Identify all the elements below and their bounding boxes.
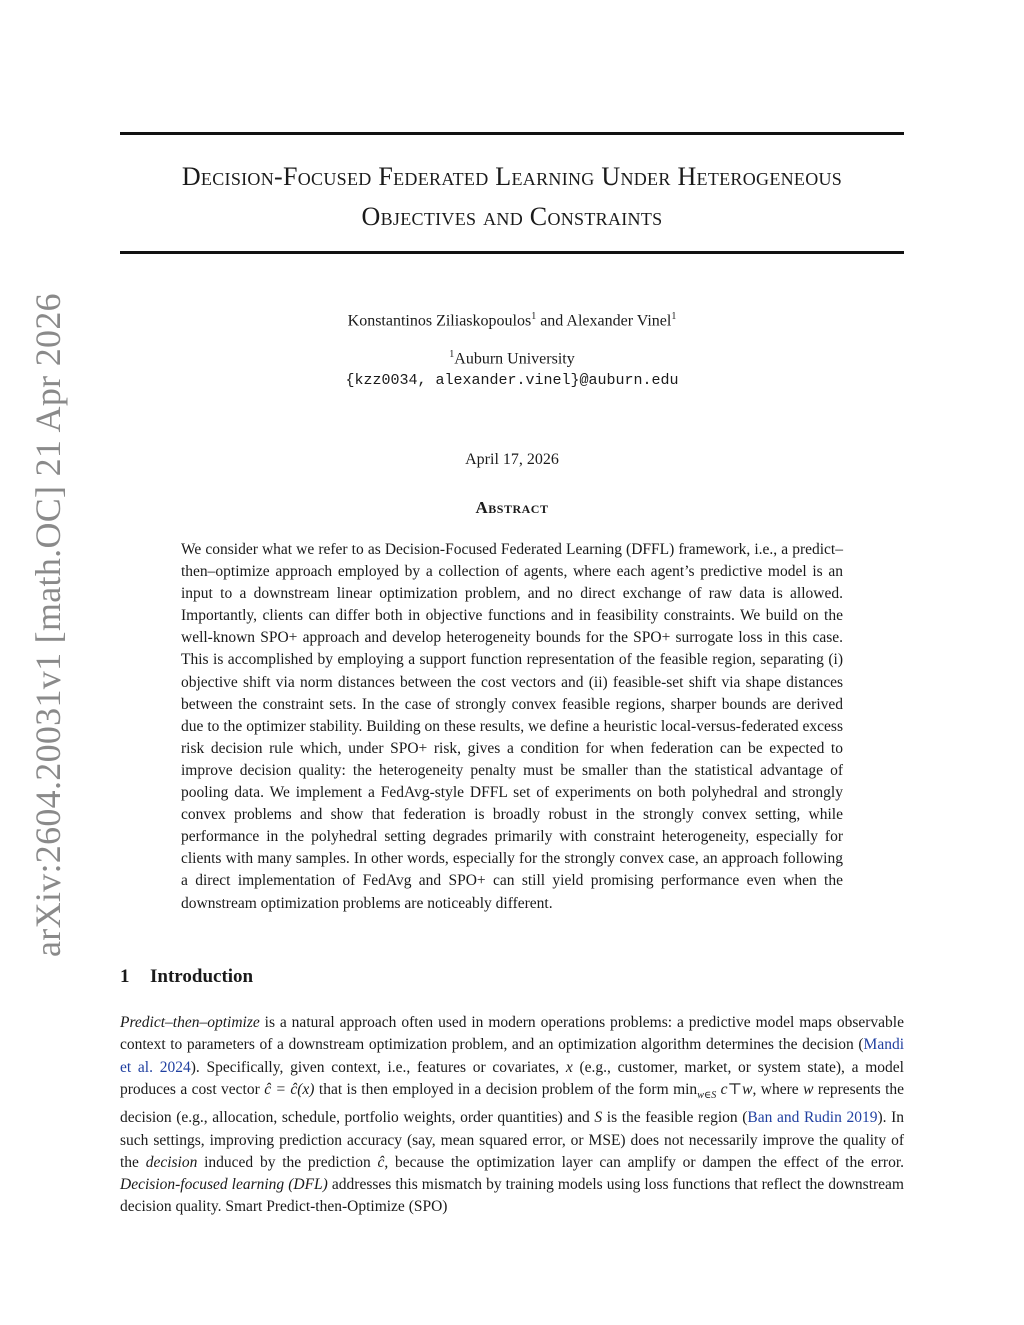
text-run: , where (752, 1080, 804, 1098)
title-bottom-rule (120, 251, 904, 254)
text-run: ). In such settings, improving prediction accuracy (say, mean squared error, or MSE) does not necessarily improve the quality of the (120, 1109, 905, 1171)
paper-title-line1: Decision-Focused Federated Learning Under Heterogeneous (181, 162, 843, 191)
author-affiliation-mark: 1 (531, 311, 537, 322)
emph-term: Predict–then–optimize (120, 1014, 260, 1031)
affiliation-mark: 1 (449, 349, 455, 360)
math-expression: ĉ = ĉ(x) (264, 1080, 315, 1098)
emph-term: Decision-focused learning (DFL) (120, 1176, 328, 1194)
affiliation (0, 349, 1024, 368)
section-heading-introduction (120, 966, 253, 988)
title-top-rule (120, 132, 904, 135)
paper-title-line2: Objectives and Constraints (361, 202, 663, 231)
text-run: ). Specifically, given context, i.e., features or covariates, (190, 1058, 566, 1076)
math-symbol: S (594, 1109, 603, 1127)
intro-text (120, 1012, 904, 1219)
math-expression: c⊤w (716, 1080, 753, 1098)
citation-link[interactable]: Ban and Rudin 2019 (747, 1109, 878, 1127)
affiliation-name: Auburn University (454, 350, 575, 368)
author-emails: {kzz0034, alexander.vinel}@auburn.edu (345, 372, 679, 389)
abstract-heading: Abstract (475, 498, 549, 517)
abstract-body (181, 539, 843, 915)
text-run: , because the optimization layer can amplify or dampen the effect of the error. (384, 1153, 905, 1171)
introduction-paragraph (120, 1012, 904, 1219)
math-symbol: ĉ (377, 1153, 385, 1171)
author-affiliation-mark: 1 (671, 311, 677, 322)
math-subscript: w∈S (697, 1089, 717, 1101)
abstract-text: We consider what we refer to as Decision-Focused Federated Learning (DFFL) framework, i.e., a predict–then–optimize approach employed by a collection of agents, where each agent’s predictive model is an input to a downstream linear optimization problem, and no direct exchange of raw data is allowed. Importantly, clients can differ both in objective functions and in feasibility constraints. We build on the well-known SPO+ approach and develop heterogeneity bounds for the SPO+ surrogate loss in this case. This is accomplished by employing a support function representation of the feasible region, separating (i) objective shift via norm distances between the cost vectors and (ii) feasible-set shift via shape distances between the constraint sets. In the case of strongly convex feasible regions, sharper bounds are derived due to the optimizer stability. Building on these results, we define a heuristic local-versus-federated excess risk decision rule which, under SPO+ risk, gives a condition for when federation can be expected to improve decision quality: the heterogeneity penalty must be smaller than the statistical advantage of pooling data. We implement a FedAvg-style DFFL set of experiments on both polyhedral and strongly convex problems and show that federation is broadly robust in the strongly convex setting, while performance in the polyhedral setting degrades primarily with constraint heterogeneity, especially for clients with many samples. In other words, especially for the strongly convex case, an approach following a direct implementation of FedAvg and SPO+ can still yield promising performance even when the downstream optimization problems are noticeably different. (181, 541, 843, 912)
authors-line (0, 311, 1024, 330)
text-run: is a natural approach often used in modern operations problems: a predictive model maps observable context to parameters of a downstream optimization problem, and an optimization algorithm determines the decision ( (120, 1014, 904, 1054)
emph-term: decision (145, 1153, 198, 1171)
section-number: 1 (120, 966, 130, 987)
math-symbol: w (803, 1080, 814, 1098)
text-run: that is then employed in a decision problem of the form min (314, 1080, 698, 1098)
section-title: Introduction (150, 966, 254, 987)
text-run: represents the decision (e.g., allocation, schedule, portfolio weights, order quantities) and (120, 1080, 905, 1127)
paper-date: April 17, 2026 (465, 451, 559, 468)
math-symbol: x (565, 1058, 573, 1076)
arxiv-sidebar-stamp: arXiv:2604.20031v1 [math.OC] 21 Apr 2026 (28, 293, 68, 957)
text-run: is the feasible region ( (602, 1109, 748, 1127)
text-run: addresses this mismatch by training models using loss functions that reflect the downstream decision quality. Smart Predict-then-Optimize (SPO) (120, 1176, 904, 1216)
author-name: Alexander Vinel (566, 312, 672, 330)
citation-link[interactable]: Mandi et al. 2024 (120, 1036, 904, 1076)
text-run: (e.g., customer, market, or system state), a model produces a cost vector (120, 1058, 904, 1098)
author-name: Konstantinos Ziliaskopoulos (347, 312, 532, 330)
text-run: induced by the prediction (197, 1153, 378, 1171)
authors-conjunction: and (536, 312, 567, 330)
